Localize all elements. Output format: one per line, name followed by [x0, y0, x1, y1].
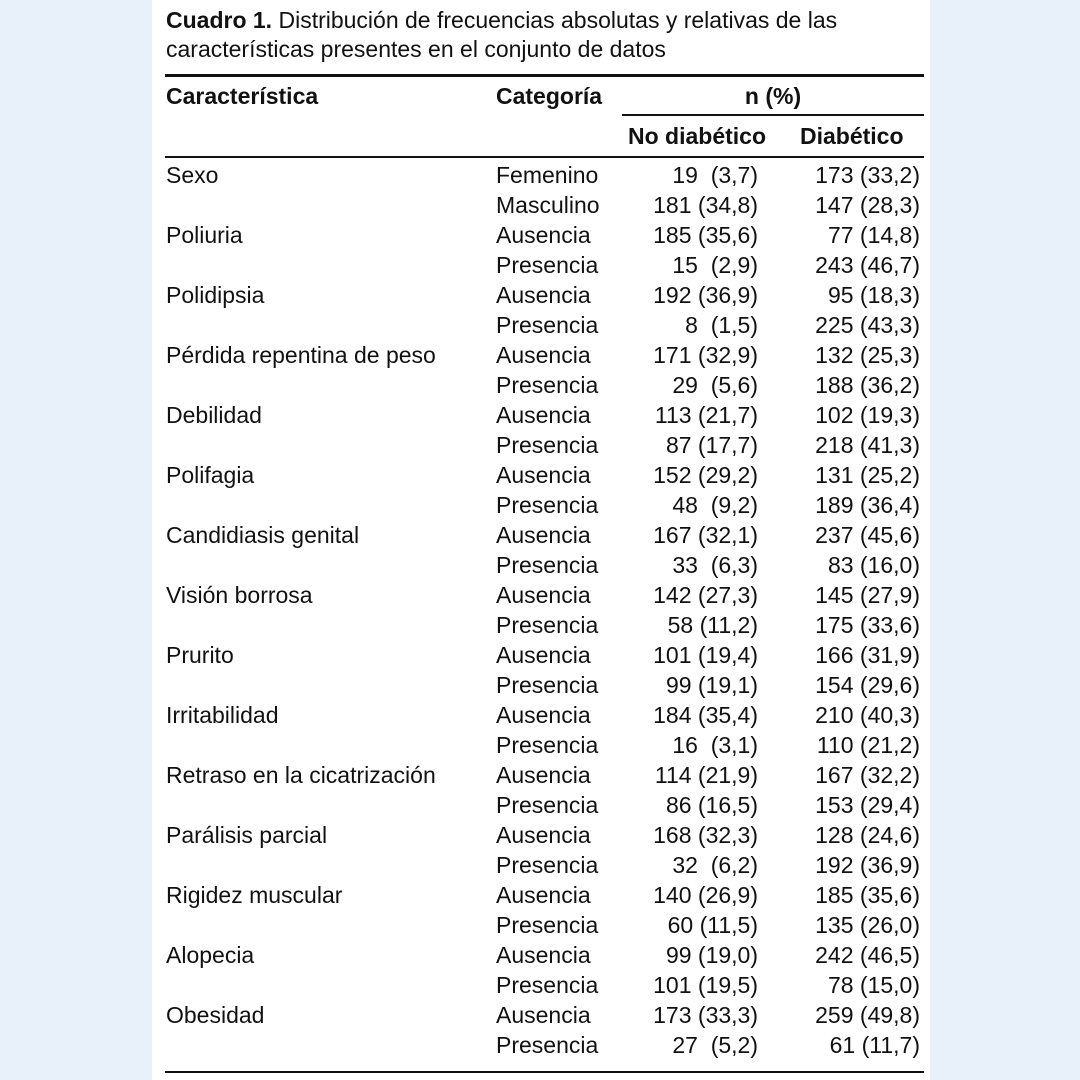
table-row: [0, 430, 1080, 460]
no-diabetic-cell: 185 (35,6): [653, 222, 758, 248]
table-row: [0, 1030, 1080, 1060]
no-diabetic-cell: 16 (3,1): [672, 732, 758, 758]
category-cell: Presencia: [496, 852, 599, 878]
diabetic-cell: 167 (32,2): [815, 762, 920, 788]
no-diabetic-cell: 33 (6,3): [672, 552, 758, 578]
no-diabetic-cell: 101 (19,4): [653, 642, 758, 668]
caption-text: Distribución de frecuencias absolutas y relativas de las características presentes en el conjunto de datos: [166, 7, 838, 62]
no-diabetic-cell: 113 (21,7): [654, 402, 758, 428]
feature-cell: Prurito: [166, 642, 234, 668]
category-cell: Presencia: [496, 612, 599, 638]
caption-label: Cuadro 1.: [166, 7, 273, 33]
table-row: [0, 820, 1080, 850]
category-cell: Presencia: [496, 912, 599, 938]
bottom-rule: [165, 1071, 924, 1073]
category-cell: Presencia: [496, 672, 599, 698]
table-row: [0, 910, 1080, 940]
top-rule: [165, 74, 924, 77]
diabetic-cell: 77 (14,8): [827, 222, 920, 248]
diabetic-cell: 83 (16,0): [827, 552, 920, 578]
no-diabetic-cell: 86 (16,5): [665, 792, 758, 818]
diabetic-cell: 218 (41,3): [815, 432, 920, 458]
diabetic-cell: 147 (28,3): [815, 192, 920, 218]
no-diabetic-cell: 58 (11,2): [667, 612, 758, 638]
feature-cell: Visión borrosa: [166, 582, 313, 608]
table-row: [0, 190, 1080, 220]
table-body: [0, 160, 1080, 1060]
feature-cell: Obesidad: [166, 1002, 265, 1028]
category-cell: Presencia: [496, 492, 599, 518]
table-row: [0, 700, 1080, 730]
table-row: [0, 850, 1080, 880]
table-row: [0, 610, 1080, 640]
no-diabetic-cell: 142 (27,3): [653, 582, 758, 608]
no-diabetic-cell: 99 (19,1): [665, 672, 758, 698]
header-rule: [165, 156, 924, 158]
feature-cell: Sexo: [166, 162, 219, 188]
diabetic-cell: 242 (46,5): [815, 942, 920, 968]
feature-cell: Retraso en la cicatrización: [166, 762, 436, 788]
category-cell: Ausencia: [496, 762, 591, 788]
diabetic-cell: 128 (24,6): [815, 822, 920, 848]
diabetic-cell: 102 (19,3): [815, 402, 920, 428]
table-row: [0, 460, 1080, 490]
category-cell: Ausencia: [496, 402, 591, 428]
no-diabetic-cell: 114 (21,9): [654, 762, 758, 788]
no-diabetic-cell: 99 (19,0): [665, 942, 758, 968]
category-cell: Ausencia: [496, 522, 591, 548]
table-row: [0, 490, 1080, 520]
table-row: [0, 160, 1080, 190]
diabetic-cell: 259 (49,8): [815, 1002, 920, 1028]
diabetic-cell: 132 (25,3): [815, 342, 920, 368]
no-diabetic-cell: 8 (1,5): [685, 312, 758, 338]
diabetic-cell: 145 (27,9): [815, 582, 920, 608]
table-row: [0, 250, 1080, 280]
category-cell: Presencia: [496, 372, 599, 398]
category-cell: Ausencia: [496, 942, 591, 968]
no-diabetic-cell: 87 (17,7): [665, 432, 758, 458]
no-diabetic-cell: 171 (32,9): [653, 342, 758, 368]
no-diabetic-cell: 48 (9,2): [672, 492, 758, 518]
category-cell: Presencia: [496, 252, 599, 278]
table-row: [0, 580, 1080, 610]
diabetic-cell: 188 (36,2): [815, 372, 920, 398]
feature-cell: Pérdida repentina de peso: [166, 342, 436, 368]
no-diabetic-cell: 152 (29,2): [653, 462, 758, 488]
category-cell: Presencia: [496, 432, 599, 458]
category-cell: Femenino: [496, 162, 599, 188]
no-diabetic-cell: 181 (34,8): [653, 192, 758, 218]
diabetic-cell: 135 (26,0): [815, 912, 920, 938]
table-row: [0, 790, 1080, 820]
group-rule: [622, 114, 924, 116]
category-cell: Presencia: [496, 552, 599, 578]
no-diabetic-cell: 15 (2,9): [672, 252, 758, 278]
table-row: [0, 400, 1080, 430]
diabetic-cell: 110 (21,2): [816, 732, 920, 758]
table-caption: [166, 6, 926, 64]
no-diabetic-cell: 60 (11,5): [667, 912, 758, 938]
feature-cell: Irritabilidad: [166, 702, 279, 728]
diabetic-cell: 192 (36,9): [815, 852, 920, 878]
feature-cell: Poliuria: [166, 222, 243, 248]
no-diabetic-cell: 19 (3,7): [672, 162, 758, 188]
table-row: [0, 730, 1080, 760]
category-cell: Ausencia: [496, 462, 591, 488]
category-cell: Presencia: [496, 792, 599, 818]
table-row: [0, 940, 1080, 970]
table-row: [0, 340, 1080, 370]
diabetic-cell: 131 (25,2): [815, 462, 920, 488]
feature-cell: Polifagia: [166, 462, 255, 488]
diabetic-cell: 153 (29,4): [815, 792, 920, 818]
category-cell: Ausencia: [496, 282, 591, 308]
no-diabetic-cell: 140 (26,9): [653, 882, 758, 908]
category-cell: Presencia: [496, 732, 599, 758]
table-row: [0, 550, 1080, 580]
header-diabetic: Diabético: [800, 123, 904, 149]
category-cell: Presencia: [496, 972, 599, 998]
feature-cell: Polidipsia: [166, 282, 265, 308]
table-row: [0, 370, 1080, 400]
diabetic-cell: 237 (45,6): [815, 522, 920, 548]
feature-cell: Alopecia: [166, 942, 255, 968]
feature-cell: Rigidez muscular: [166, 882, 343, 908]
feature-cell: Debilidad: [166, 402, 262, 428]
no-diabetic-cell: 173 (33,3): [653, 1002, 758, 1028]
table-row: [0, 880, 1080, 910]
diabetic-cell: 243 (46,7): [815, 252, 920, 278]
table-row: [0, 1000, 1080, 1030]
table-row: [0, 310, 1080, 340]
table-row: [0, 760, 1080, 790]
category-cell: Ausencia: [496, 882, 591, 908]
category-cell: Presencia: [496, 1032, 599, 1058]
table-row: [0, 670, 1080, 700]
feature-cell: Parálisis parcial: [166, 822, 328, 848]
no-diabetic-cell: 168 (32,3): [653, 822, 758, 848]
diabetic-cell: 175 (33,6): [815, 612, 920, 638]
header-feature: Característica: [166, 83, 319, 109]
header-category: Categoría: [496, 83, 603, 109]
category-cell: Ausencia: [496, 342, 591, 368]
category-cell: Ausencia: [496, 1002, 591, 1028]
category-cell: Ausencia: [496, 642, 591, 668]
table-row: [0, 220, 1080, 250]
diabetic-cell: 173 (33,2): [815, 162, 920, 188]
category-cell: Masculino: [496, 192, 600, 218]
category-cell: Ausencia: [496, 702, 591, 728]
feature-cell: Candidiasis genital: [166, 522, 360, 548]
diabetic-cell: 225 (43,3): [815, 312, 920, 338]
diabetic-cell: 189 (36,4): [815, 492, 920, 518]
no-diabetic-cell: 192 (36,9): [653, 282, 758, 308]
table-row: [0, 280, 1080, 310]
diabetic-cell: 61 (11,7): [829, 1032, 920, 1058]
no-diabetic-cell: 101 (19,5): [653, 972, 758, 998]
diabetic-cell: 210 (40,3): [815, 702, 920, 728]
diabetic-cell: 166 (31,9): [815, 642, 920, 668]
no-diabetic-cell: 27 (5,2): [672, 1032, 758, 1058]
category-cell: Presencia: [496, 312, 599, 338]
header-n-pct: n (%): [744, 83, 802, 109]
no-diabetic-cell: 29 (5,6): [672, 372, 758, 398]
category-cell: Ausencia: [496, 822, 591, 848]
category-cell: Ausencia: [496, 222, 591, 248]
no-diabetic-cell: 167 (32,1): [653, 522, 758, 548]
diabetic-cell: 78 (15,0): [827, 972, 920, 998]
no-diabetic-cell: 184 (35,4): [653, 702, 758, 728]
diabetic-cell: 185 (35,6): [815, 882, 920, 908]
table-row: [0, 970, 1080, 1000]
no-diabetic-cell: 32 (6,2): [672, 852, 758, 878]
category-cell: Ausencia: [496, 582, 591, 608]
header-no-diabetic: No diabético: [628, 123, 767, 149]
table-row: [0, 640, 1080, 670]
diabetic-cell: 95 (18,3): [827, 282, 920, 308]
table-row: [0, 520, 1080, 550]
diabetic-cell: 154 (29,6): [815, 672, 920, 698]
